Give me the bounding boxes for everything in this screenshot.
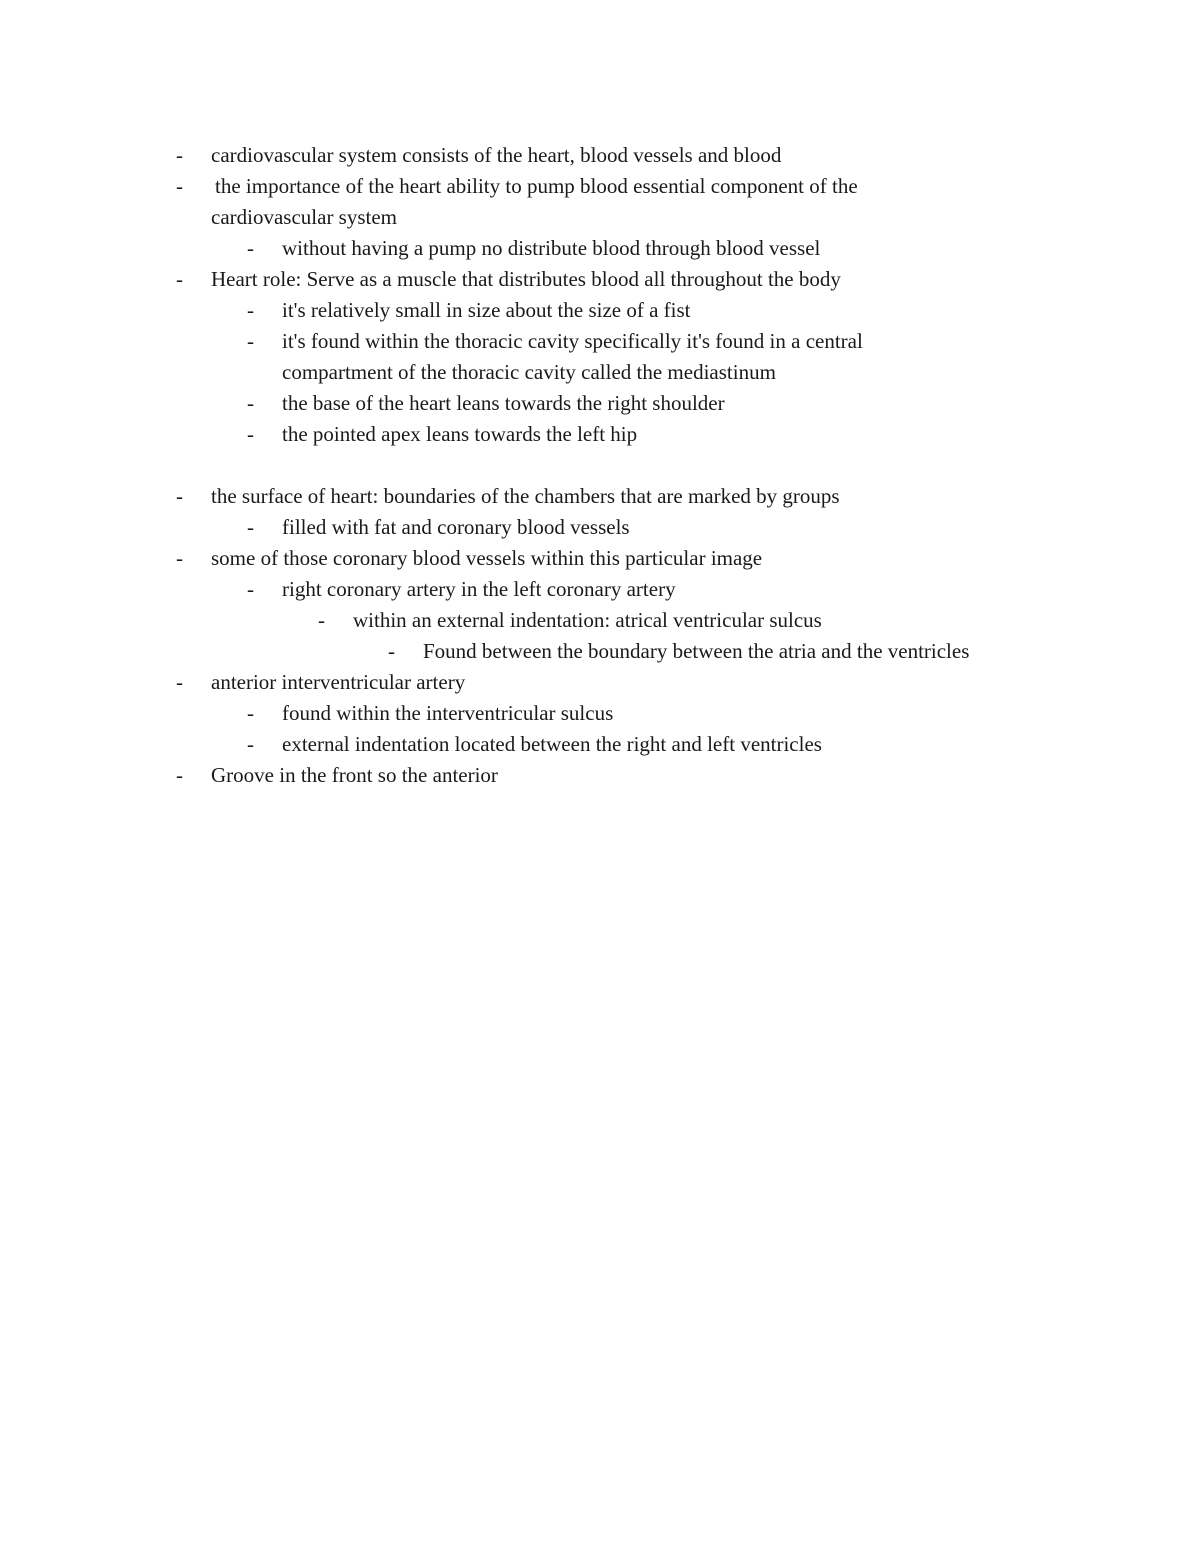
list-item — [0, 326, 1200, 357]
list-item-text: compartment of the thoracic cavity called the mediastinum — [282, 360, 776, 384]
list-item-text: some of those coronary blood vessels within this particular image — [211, 546, 763, 570]
list-item — [0, 481, 1200, 512]
list-item-text: within an external indentation: atrical ventricular sulcus — [353, 608, 822, 632]
bullet-dash: - — [247, 298, 254, 322]
bullet-dash: - — [247, 577, 254, 601]
list-item — [0, 543, 1200, 574]
notes-list — [0, 140, 1200, 791]
list-item — [0, 233, 1200, 264]
list-item-text: right coronary artery in the left coronary artery — [282, 577, 676, 601]
list-item-text: the surface of heart: boundaries of the chambers that are marked by groups — [211, 484, 840, 508]
list-item — [0, 419, 1200, 450]
list-item — [0, 605, 1200, 636]
list-item — [0, 574, 1200, 605]
list-item — [0, 264, 1200, 295]
bullet-dash: - — [247, 701, 254, 725]
list-item — [0, 388, 1200, 419]
list-item — [0, 512, 1200, 543]
bullet-dash: - — [247, 422, 254, 446]
list-item-text: filled with fat and coronary blood vessels — [282, 515, 630, 539]
list-item — [0, 295, 1200, 326]
list-item — [0, 171, 1200, 202]
list-item-text: the importance of the heart ability to pump blood essential component of the — [215, 174, 858, 198]
list-item-continuation — [0, 357, 1200, 388]
list-item — [0, 698, 1200, 729]
list-item-text: Found between the boundary between the atria and the ventricles — [423, 639, 970, 663]
list-item-text: external indentation located between the right and left ventricles — [282, 732, 822, 756]
list-item — [0, 729, 1200, 760]
bullet-dash: - — [247, 515, 254, 539]
list-item-text: without having a pump no distribute blood through blood vessel — [282, 236, 821, 260]
list-item-text: it's found within the thoracic cavity specifically it's found in a central — [282, 329, 863, 353]
list-item-text: cardiovascular system consists of the heart, blood vessels and blood — [211, 143, 782, 167]
bullet-dash: - — [176, 267, 183, 291]
list-item — [0, 140, 1200, 171]
bullet-dash: - — [247, 732, 254, 756]
list-item-text: Heart role: Serve as a muscle that distributes blood all throughout the body — [211, 267, 841, 291]
blank-line — [0, 450, 1200, 481]
list-item-text: the pointed apex leans towards the left hip — [282, 422, 638, 446]
bullet-dash: - — [176, 763, 183, 787]
bullet-dash: - — [176, 484, 183, 508]
bullet-dash: - — [247, 236, 254, 260]
bullet-dash: - — [247, 329, 254, 353]
list-item-text: it's relatively small in size about the size of a fist — [282, 298, 691, 322]
list-item-text: the base of the heart leans towards the right shoulder — [282, 391, 725, 415]
bullet-dash: - — [176, 546, 183, 570]
bullet-dash: - — [247, 391, 254, 415]
list-item-text: Groove in the front so the anterior — [211, 763, 498, 787]
list-item — [0, 636, 1200, 667]
bullet-dash: - — [318, 608, 325, 632]
list-item-continuation — [0, 202, 1200, 233]
list-item-text: anterior interventricular artery — [211, 670, 466, 694]
list-item-text: cardiovascular system — [211, 205, 398, 229]
bullet-dash: - — [176, 670, 183, 694]
bullet-dash: - — [176, 143, 183, 167]
bullet-dash: - — [176, 174, 183, 198]
list-item — [0, 760, 1200, 791]
list-item — [0, 667, 1200, 698]
list-item-text: found within the interventricular sulcus — [282, 701, 614, 725]
bullet-dash: - — [388, 639, 395, 663]
